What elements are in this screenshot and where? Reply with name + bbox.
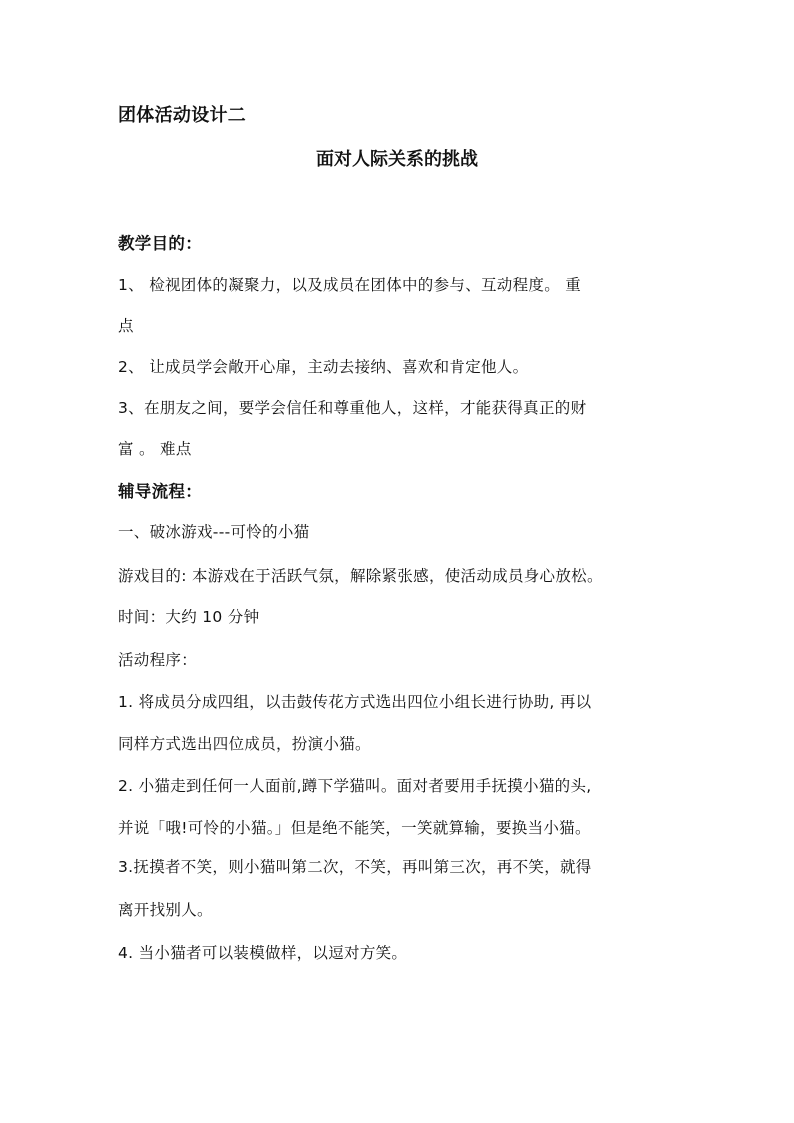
objective-item-3-line-2: 富 。 难点 [118,440,192,458]
procedure-step-2-line-1: 2. 小猫走到任何一人面前,蹲下学猫叫。面对者要用手抚摸小猫的头, [118,777,592,795]
document-title: 面对人际关系的挑战 [316,149,478,170]
procedure-step-1-line-2: 同样方式选出四位成员，扮演小猫。 [118,735,371,753]
objective-item-2: 2、 让成员学会敞开心扉，主动去接纳、喜欢和肯定他人。 [118,358,529,376]
objective-item-3-line-1: 3、在朋友之间，要学会信任和尊重他人，这样，才能获得真正的财 [118,399,587,417]
procedure-step-4: 4. 当小猫者可以装模做样，以逗对方笑。 [118,944,408,962]
objective-item-1-line-1: 1、 检视团体的凝聚力，以及成员在团体中的参与、互动程度。 重 [118,276,582,294]
procedure-step-1-line-1: 1. 将成员分成四组，以击鼓传花方式选出四位小组长进行协助, 再以 [118,693,592,711]
game-purpose: 游戏目的: 本游戏在于活跃气氛，解除紧张感，使活动成员身心放松。 [118,567,603,585]
game-time: 时间：大约 10 分钟 [118,608,260,626]
objective-item-1-line-2: 点 [118,317,134,335]
section-1-title: 一、破冰游戏---可怜的小猫 [118,523,310,541]
procedure-step-2-line-2: 并说「哦!可怜的小猫。」但是绝不能笑，一笑就算输，要换当小猫。 [118,819,591,837]
procedure-heading: 活动程序： [118,651,198,669]
process-heading: 辅导流程： [118,482,202,501]
document-heading: 团体活动设计二 [118,105,247,126]
procedure-step-3-line-1: 3.抚摸者不笑，则小猫叫第二次，不笑，再叫第三次，再不笑，就得 [118,858,592,876]
objectives-heading: 教学目的： [118,234,202,253]
procedure-step-3-line-2: 离开找别人。 [118,901,213,919]
